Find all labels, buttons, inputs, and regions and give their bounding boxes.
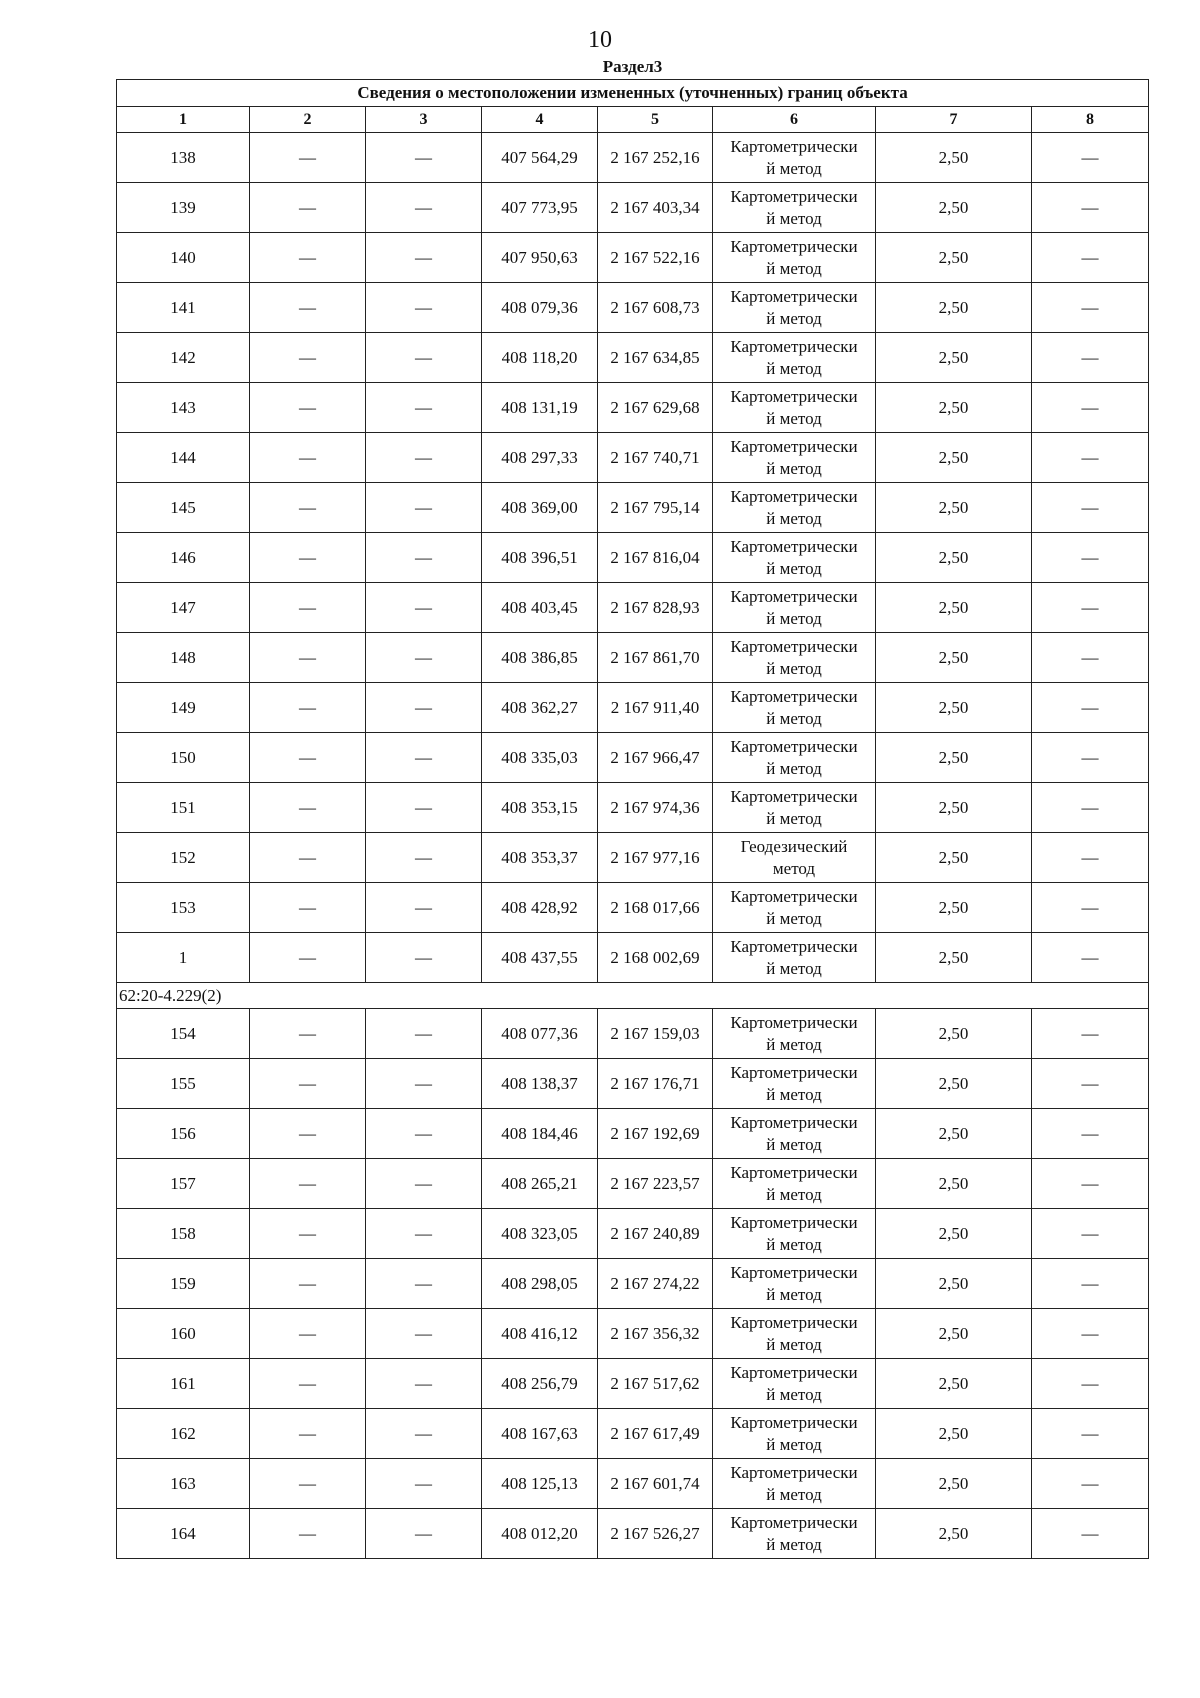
method-cell: Картометрически й метод bbox=[713, 183, 876, 233]
point-number-cell: 160 bbox=[117, 1309, 250, 1359]
group-row bbox=[117, 983, 1149, 1009]
column-header: 4 bbox=[482, 107, 598, 133]
method-cell: Картометрически й метод bbox=[713, 933, 876, 983]
column-3-cell: — bbox=[366, 283, 482, 333]
column-3-cell: — bbox=[366, 833, 482, 883]
x-coordinate-cell: 408 335,03 bbox=[482, 733, 598, 783]
accuracy-cell: 2,50 bbox=[876, 133, 1032, 183]
table-row bbox=[117, 683, 1149, 733]
column-8-cell: — bbox=[1032, 1109, 1149, 1159]
accuracy-cell: 2,50 bbox=[876, 233, 1032, 283]
table-row bbox=[117, 583, 1149, 633]
column-2-cell: — bbox=[250, 333, 366, 383]
column-2-cell: — bbox=[250, 1109, 366, 1159]
point-number-cell: 161 bbox=[117, 1359, 250, 1409]
x-coordinate-cell: 408 118,20 bbox=[482, 333, 598, 383]
table-row bbox=[117, 333, 1149, 383]
x-coordinate-cell: 408 077,36 bbox=[482, 1009, 598, 1059]
column-8-cell: — bbox=[1032, 1309, 1149, 1359]
table-row bbox=[117, 233, 1149, 283]
y-coordinate-cell: 2 167 608,73 bbox=[598, 283, 713, 333]
y-coordinate-cell: 2 167 517,62 bbox=[598, 1359, 713, 1409]
point-number-cell: 138 bbox=[117, 133, 250, 183]
y-coordinate-cell: 2 167 159,03 bbox=[598, 1009, 713, 1059]
column-8-cell: — bbox=[1032, 533, 1149, 583]
column-3-cell: — bbox=[366, 133, 482, 183]
table-row bbox=[117, 383, 1149, 433]
column-3-cell: — bbox=[366, 1309, 482, 1359]
column-2-cell: — bbox=[250, 1309, 366, 1359]
column-header: 8 bbox=[1032, 107, 1149, 133]
column-3-cell: — bbox=[366, 1109, 482, 1159]
x-coordinate-cell: 408 396,51 bbox=[482, 533, 598, 583]
y-coordinate-cell: 2 167 601,74 bbox=[598, 1459, 713, 1509]
column-3-cell: — bbox=[366, 1509, 482, 1559]
method-cell: Картометрически й метод bbox=[713, 1359, 876, 1409]
accuracy-cell: 2,50 bbox=[876, 1409, 1032, 1459]
y-coordinate-cell: 2 168 017,66 bbox=[598, 883, 713, 933]
table-row bbox=[117, 933, 1149, 983]
point-number-cell: 158 bbox=[117, 1209, 250, 1259]
column-2-cell: — bbox=[250, 133, 366, 183]
column-2-cell: — bbox=[250, 233, 366, 283]
group-label: 62:20-4.229(2) bbox=[117, 983, 1149, 1009]
x-coordinate-cell: 408 403,45 bbox=[482, 583, 598, 633]
column-8-cell: — bbox=[1032, 283, 1149, 333]
table-row bbox=[117, 633, 1149, 683]
table-row bbox=[117, 133, 1149, 183]
point-number-cell: 142 bbox=[117, 333, 250, 383]
x-coordinate-cell: 408 386,85 bbox=[482, 633, 598, 683]
method-cell: Картометрически й метод bbox=[713, 733, 876, 783]
column-8-cell: — bbox=[1032, 483, 1149, 533]
column-2-cell: — bbox=[250, 1509, 366, 1559]
method-cell: Картометрически й метод bbox=[713, 1209, 876, 1259]
column-header: 2 bbox=[250, 107, 366, 133]
column-3-cell: — bbox=[366, 1359, 482, 1409]
y-coordinate-cell: 2 167 740,71 bbox=[598, 433, 713, 483]
column-3-cell: — bbox=[366, 483, 482, 533]
table-row bbox=[117, 433, 1149, 483]
accuracy-cell: 2,50 bbox=[876, 1159, 1032, 1209]
table-row bbox=[117, 1459, 1149, 1509]
x-coordinate-cell: 408 131,19 bbox=[482, 383, 598, 433]
x-coordinate-cell: 408 416,12 bbox=[482, 1309, 598, 1359]
x-coordinate-cell: 408 362,27 bbox=[482, 683, 598, 733]
column-8-cell: — bbox=[1032, 133, 1149, 183]
column-8-cell: — bbox=[1032, 1009, 1149, 1059]
accuracy-cell: 2,50 bbox=[876, 1509, 1032, 1559]
column-3-cell: — bbox=[366, 1459, 482, 1509]
column-8-cell: — bbox=[1032, 383, 1149, 433]
method-cell: Картометрически й метод bbox=[713, 1159, 876, 1209]
column-2-cell: — bbox=[250, 1459, 366, 1509]
method-cell: Картометрически й метод bbox=[713, 683, 876, 733]
column-8-cell: — bbox=[1032, 1159, 1149, 1209]
x-coordinate-cell: 408 167,63 bbox=[482, 1409, 598, 1459]
column-8-cell: — bbox=[1032, 183, 1149, 233]
accuracy-cell: 2,50 bbox=[876, 1309, 1032, 1359]
column-2-cell: — bbox=[250, 1059, 366, 1109]
column-2-cell: — bbox=[250, 1009, 366, 1059]
column-3-cell: — bbox=[366, 333, 482, 383]
accuracy-cell: 2,50 bbox=[876, 833, 1032, 883]
column-3-cell: — bbox=[366, 1009, 482, 1059]
table-row bbox=[117, 1259, 1149, 1309]
point-number-cell: 150 bbox=[117, 733, 250, 783]
column-8-cell: — bbox=[1032, 1209, 1149, 1259]
accuracy-cell: 2,50 bbox=[876, 1259, 1032, 1309]
y-coordinate-cell: 2 167 977,16 bbox=[598, 833, 713, 883]
column-2-cell: — bbox=[250, 733, 366, 783]
column-3-cell: — bbox=[366, 1209, 482, 1259]
y-coordinate-cell: 2 167 911,40 bbox=[598, 683, 713, 733]
accuracy-cell: 2,50 bbox=[876, 533, 1032, 583]
column-2-cell: — bbox=[250, 583, 366, 633]
page-number: 10 bbox=[588, 27, 612, 53]
column-2-cell: — bbox=[250, 1159, 366, 1209]
column-header: 6 bbox=[713, 107, 876, 133]
column-2-cell: — bbox=[250, 1209, 366, 1259]
x-coordinate-cell: 408 125,13 bbox=[482, 1459, 598, 1509]
table-row bbox=[117, 883, 1149, 933]
column-3-cell: — bbox=[366, 883, 482, 933]
column-2-cell: — bbox=[250, 783, 366, 833]
table-row bbox=[117, 783, 1149, 833]
method-cell: Картометрически й метод bbox=[713, 1009, 876, 1059]
point-number-cell: 152 bbox=[117, 833, 250, 883]
point-number-cell: 147 bbox=[117, 583, 250, 633]
column-2-cell: — bbox=[250, 633, 366, 683]
column-3-cell: — bbox=[366, 683, 482, 733]
x-coordinate-cell: 408 184,46 bbox=[482, 1109, 598, 1159]
accuracy-cell: 2,50 bbox=[876, 633, 1032, 683]
column-8-cell: — bbox=[1032, 1459, 1149, 1509]
table-row bbox=[117, 1009, 1149, 1059]
y-coordinate-cell: 2 167 176,71 bbox=[598, 1059, 713, 1109]
accuracy-cell: 2,50 bbox=[876, 433, 1032, 483]
y-coordinate-cell: 2 167 795,14 bbox=[598, 483, 713, 533]
method-cell: Картометрически й метод bbox=[713, 1109, 876, 1159]
x-coordinate-cell: 408 297,33 bbox=[482, 433, 598, 483]
y-coordinate-cell: 2 167 240,89 bbox=[598, 1209, 713, 1259]
method-cell: Картометрически й метод bbox=[713, 1459, 876, 1509]
y-coordinate-cell: 2 167 861,70 bbox=[598, 633, 713, 683]
table-row bbox=[117, 533, 1149, 583]
column-3-cell: — bbox=[366, 933, 482, 983]
accuracy-cell: 2,50 bbox=[876, 183, 1032, 233]
column-2-cell: — bbox=[250, 933, 366, 983]
column-2-cell: — bbox=[250, 433, 366, 483]
y-coordinate-cell: 2 167 617,49 bbox=[598, 1409, 713, 1459]
accuracy-cell: 2,50 bbox=[876, 1209, 1032, 1259]
table-row bbox=[117, 1409, 1149, 1459]
point-number-cell: 143 bbox=[117, 383, 250, 433]
accuracy-cell: 2,50 bbox=[876, 883, 1032, 933]
method-cell: Картометрически й метод bbox=[713, 283, 876, 333]
column-2-cell: — bbox=[250, 183, 366, 233]
column-2-cell: — bbox=[250, 283, 366, 333]
y-coordinate-cell: 2 167 828,93 bbox=[598, 583, 713, 633]
method-cell: Картометрически й метод bbox=[713, 633, 876, 683]
y-coordinate-cell: 2 167 634,85 bbox=[598, 333, 713, 383]
column-8-cell: — bbox=[1032, 933, 1149, 983]
method-cell: Картометрически й метод bbox=[713, 433, 876, 483]
column-2-cell: — bbox=[250, 883, 366, 933]
method-cell: Картометрически й метод bbox=[713, 333, 876, 383]
accuracy-cell: 2,50 bbox=[876, 933, 1032, 983]
y-coordinate-cell: 2 168 002,69 bbox=[598, 933, 713, 983]
column-8-cell: — bbox=[1032, 633, 1149, 683]
accuracy-cell: 2,50 bbox=[876, 583, 1032, 633]
section-label: Раздел3 bbox=[602, 57, 663, 76]
point-number-cell: 154 bbox=[117, 1009, 250, 1059]
column-3-cell: — bbox=[366, 1059, 482, 1109]
column-2-cell: — bbox=[250, 533, 366, 583]
method-cell: Картометрически й метод bbox=[713, 583, 876, 633]
column-3-cell: — bbox=[366, 233, 482, 283]
table-row bbox=[117, 1509, 1149, 1559]
x-coordinate-cell: 408 369,00 bbox=[482, 483, 598, 533]
accuracy-cell: 2,50 bbox=[876, 1459, 1032, 1509]
table-row bbox=[117, 283, 1149, 333]
column-header: 5 bbox=[598, 107, 713, 133]
point-number-cell: 148 bbox=[117, 633, 250, 683]
x-coordinate-cell: 408 353,15 bbox=[482, 783, 598, 833]
column-2-cell: — bbox=[250, 683, 366, 733]
method-cell: Картометрически й метод bbox=[713, 1409, 876, 1459]
accuracy-cell: 2,50 bbox=[876, 683, 1032, 733]
y-coordinate-cell: 2 167 403,34 bbox=[598, 183, 713, 233]
column-8-cell: — bbox=[1032, 683, 1149, 733]
table-row bbox=[117, 1209, 1149, 1259]
column-8-cell: — bbox=[1032, 583, 1149, 633]
point-number-cell: 140 bbox=[117, 233, 250, 283]
x-coordinate-cell: 408 138,37 bbox=[482, 1059, 598, 1109]
column-8-cell: — bbox=[1032, 1059, 1149, 1109]
point-number-cell: 145 bbox=[117, 483, 250, 533]
column-header: 1 bbox=[117, 107, 250, 133]
y-coordinate-cell: 2 167 526,27 bbox=[598, 1509, 713, 1559]
accuracy-cell: 2,50 bbox=[876, 333, 1032, 383]
x-coordinate-cell: 408 353,37 bbox=[482, 833, 598, 883]
column-8-cell: — bbox=[1032, 1259, 1149, 1309]
table-row bbox=[117, 1309, 1149, 1359]
column-3-cell: — bbox=[366, 633, 482, 683]
accuracy-cell: 2,50 bbox=[876, 1109, 1032, 1159]
table-caption: Сведения о местоположении измененных (уточненных) границ объекта bbox=[117, 80, 1149, 107]
method-cell: Картометрически й метод bbox=[713, 783, 876, 833]
column-3-cell: — bbox=[366, 783, 482, 833]
x-coordinate-cell: 408 079,36 bbox=[482, 283, 598, 333]
x-coordinate-cell: 408 323,05 bbox=[482, 1209, 598, 1259]
point-number-cell: 153 bbox=[117, 883, 250, 933]
method-cell: Картометрически й метод bbox=[713, 533, 876, 583]
accuracy-cell: 2,50 bbox=[876, 1359, 1032, 1409]
column-2-cell: — bbox=[250, 1359, 366, 1409]
x-coordinate-cell: 407 773,95 bbox=[482, 183, 598, 233]
column-8-cell: — bbox=[1032, 433, 1149, 483]
point-number-cell: 159 bbox=[117, 1259, 250, 1309]
y-coordinate-cell: 2 167 522,16 bbox=[598, 233, 713, 283]
y-coordinate-cell: 2 167 629,68 bbox=[598, 383, 713, 433]
column-8-cell: — bbox=[1032, 1509, 1149, 1559]
accuracy-cell: 2,50 bbox=[876, 383, 1032, 433]
x-coordinate-cell: 408 428,92 bbox=[482, 883, 598, 933]
method-cell: Картометрически й метод bbox=[713, 1309, 876, 1359]
point-number-cell: 157 bbox=[117, 1159, 250, 1209]
column-3-cell: — bbox=[366, 1409, 482, 1459]
column-3-cell: — bbox=[366, 1259, 482, 1309]
column-8-cell: — bbox=[1032, 733, 1149, 783]
point-number-cell: 164 bbox=[117, 1509, 250, 1559]
column-8-cell: — bbox=[1032, 833, 1149, 883]
point-number-cell: 146 bbox=[117, 533, 250, 583]
y-coordinate-cell: 2 167 223,57 bbox=[598, 1159, 713, 1209]
column-header: 7 bbox=[876, 107, 1032, 133]
column-header: 3 bbox=[366, 107, 482, 133]
method-cell: Геодезический метод bbox=[713, 833, 876, 883]
point-number-cell: 139 bbox=[117, 183, 250, 233]
point-number-cell: 151 bbox=[117, 783, 250, 833]
method-cell: Картометрически й метод bbox=[713, 483, 876, 533]
column-3-cell: — bbox=[366, 583, 482, 633]
accuracy-cell: 2,50 bbox=[876, 483, 1032, 533]
column-8-cell: — bbox=[1032, 333, 1149, 383]
x-coordinate-cell: 407 564,29 bbox=[482, 133, 598, 183]
y-coordinate-cell: 2 167 192,69 bbox=[598, 1109, 713, 1159]
table-row bbox=[117, 183, 1149, 233]
column-8-cell: — bbox=[1032, 233, 1149, 283]
column-2-cell: — bbox=[250, 1409, 366, 1459]
point-number-cell: 141 bbox=[117, 283, 250, 333]
y-coordinate-cell: 2 167 252,16 bbox=[598, 133, 713, 183]
accuracy-cell: 2,50 bbox=[876, 1009, 1032, 1059]
point-number-cell: 163 bbox=[117, 1459, 250, 1509]
table-caption-row bbox=[117, 80, 1149, 107]
point-number-cell: 155 bbox=[117, 1059, 250, 1109]
table-row bbox=[117, 483, 1149, 533]
x-coordinate-cell: 407 950,63 bbox=[482, 233, 598, 283]
y-coordinate-cell: 2 167 974,36 bbox=[598, 783, 713, 833]
x-coordinate-cell: 408 012,20 bbox=[482, 1509, 598, 1559]
method-cell: Картометрически й метод bbox=[713, 233, 876, 283]
point-number-cell: 149 bbox=[117, 683, 250, 733]
x-coordinate-cell: 408 265,21 bbox=[482, 1159, 598, 1209]
column-3-cell: — bbox=[366, 533, 482, 583]
table-body bbox=[117, 80, 1149, 1559]
column-8-cell: — bbox=[1032, 1409, 1149, 1459]
point-number-cell: 156 bbox=[117, 1109, 250, 1159]
table-header-row bbox=[117, 107, 1149, 133]
table-row bbox=[117, 1059, 1149, 1109]
y-coordinate-cell: 2 167 966,47 bbox=[598, 733, 713, 783]
method-cell: Картометрически й метод bbox=[713, 1509, 876, 1559]
column-8-cell: — bbox=[1032, 883, 1149, 933]
x-coordinate-cell: 408 437,55 bbox=[482, 933, 598, 983]
point-number-cell: 144 bbox=[117, 433, 250, 483]
x-coordinate-cell: 408 256,79 bbox=[482, 1359, 598, 1409]
column-3-cell: — bbox=[366, 383, 482, 433]
column-2-cell: — bbox=[250, 383, 366, 433]
accuracy-cell: 2,50 bbox=[876, 733, 1032, 783]
column-2-cell: — bbox=[250, 833, 366, 883]
table-row bbox=[117, 1109, 1149, 1159]
table-row bbox=[117, 733, 1149, 783]
table-row bbox=[117, 1159, 1149, 1209]
table-row bbox=[117, 833, 1149, 883]
column-3-cell: — bbox=[366, 1159, 482, 1209]
method-cell: Картометрически й метод bbox=[713, 383, 876, 433]
table-row bbox=[117, 1359, 1149, 1409]
method-cell: Картометрически й метод bbox=[713, 133, 876, 183]
column-8-cell: — bbox=[1032, 1359, 1149, 1409]
column-2-cell: — bbox=[250, 1259, 366, 1309]
method-cell: Картометрически й метод bbox=[713, 883, 876, 933]
column-3-cell: — bbox=[366, 433, 482, 483]
y-coordinate-cell: 2 167 274,22 bbox=[598, 1259, 713, 1309]
column-3-cell: — bbox=[366, 183, 482, 233]
y-coordinate-cell: 2 167 356,32 bbox=[598, 1309, 713, 1359]
x-coordinate-cell: 408 298,05 bbox=[482, 1259, 598, 1309]
y-coordinate-cell: 2 167 816,04 bbox=[598, 533, 713, 583]
column-8-cell: — bbox=[1032, 783, 1149, 833]
point-number-cell: 1 bbox=[117, 933, 250, 983]
accuracy-cell: 2,50 bbox=[876, 1059, 1032, 1109]
method-cell: Картометрически й метод bbox=[713, 1059, 876, 1109]
method-cell: Картометрически й метод bbox=[713, 1259, 876, 1309]
column-2-cell: — bbox=[250, 483, 366, 533]
column-3-cell: — bbox=[366, 733, 482, 783]
point-number-cell: 162 bbox=[117, 1409, 250, 1459]
accuracy-cell: 2,50 bbox=[876, 283, 1032, 333]
boundary-coordinates-table bbox=[116, 79, 1149, 1559]
accuracy-cell: 2,50 bbox=[876, 783, 1032, 833]
